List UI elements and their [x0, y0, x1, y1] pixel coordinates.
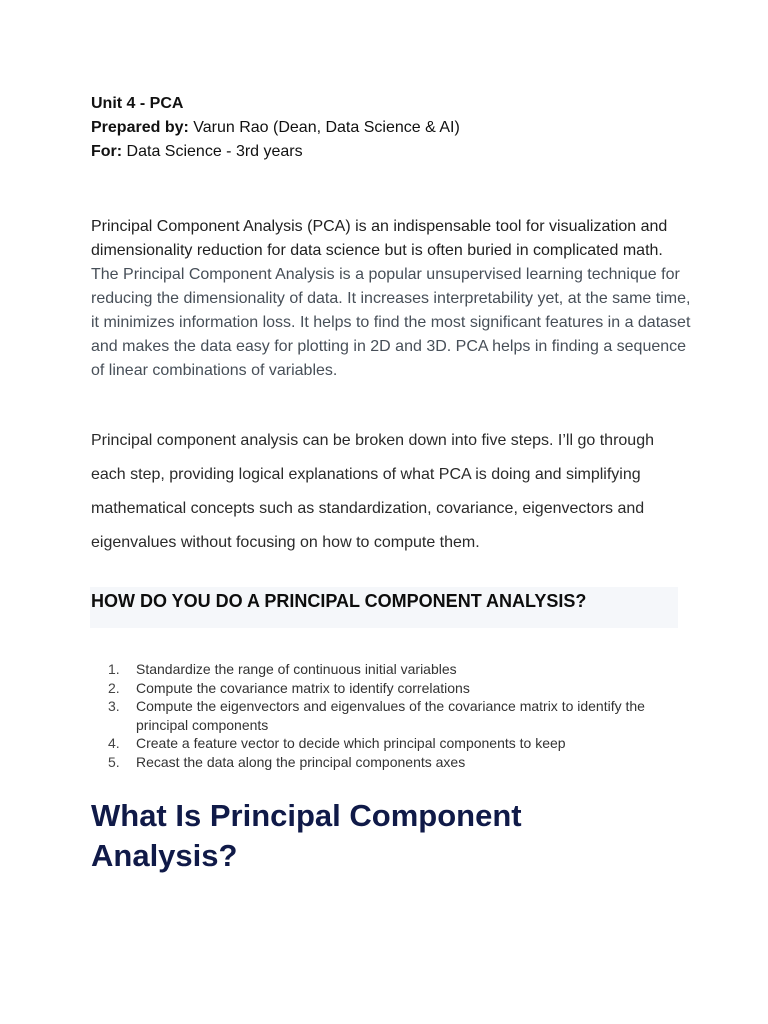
list-item-text: Recast the data along the principal components axes: [136, 753, 466, 770]
list-item-number: 3.: [108, 698, 120, 714]
intro-grey-text: The Principal Component Analysis is a popular unsupervised learning technique for reducing the dimensionality of data. It increases interpretability yet, at the same time, it minimizes information loss. It helps to find the most significant features in a dataset and makes the data easy for plotting in 2D and 3D. PCA helps in finding a sequence of linear combinations of variables.: [91, 266, 691, 379]
steps-list: [108, 660, 678, 771]
list-item: [108, 697, 678, 734]
section-heading: HOW DO YOU DO A PRINCIPAL COMPONENT ANALYSIS?: [91, 591, 587, 611]
for-value: Data Science - 3rd years: [122, 143, 303, 160]
list-item-number: 4.: [108, 735, 120, 751]
list-item-number: 2.: [108, 679, 120, 696]
for-line: [91, 140, 460, 164]
list-item: [108, 679, 678, 698]
prepared-by-value: Varun Rao (Dean, Data Science & AI): [188, 119, 460, 136]
list-item-number: 5.: [108, 753, 120, 770]
list-item-text: Create a feature vector to decide which principal components to keep: [136, 735, 566, 751]
list-item: [108, 734, 678, 753]
list-item-text: Compute the eigenvectors and eigenvalues of the covariance matrix to identify the principal components: [136, 698, 645, 733]
list-item: [108, 660, 678, 679]
list-item-text: Compute the covariance matrix to identify correlations: [136, 679, 470, 696]
prepared-by-label: Prepared by:: [91, 119, 189, 136]
for-label: For:: [91, 143, 123, 160]
intro-paragraph: [91, 215, 691, 383]
list-item-number: 1.: [108, 661, 120, 677]
document-header: [91, 92, 460, 164]
steps-intro-paragraph: Principal component analysis can be broken down into five steps. I’ll go through each step, providing logical explanations of what PCA is doing and simplifying mathematical concepts such as standardization, covariance, eigenvectors and eigenvalues without focusing on how to compute them.: [91, 432, 654, 551]
list-item: [108, 753, 678, 772]
unit-title-line: [91, 92, 460, 116]
prepared-by-line: [91, 116, 460, 140]
list-item-text: Standardize the range of continuous initial variables: [136, 661, 457, 677]
unit-title: Unit 4 - PCA: [91, 95, 184, 112]
intro-dark-text: Principal Component Analysis (PCA) is an indispensable tool for visualization and dimensionality reduction for data science but is often buried in complicated math.: [91, 218, 668, 259]
what-is-pca-heading: What Is Principal Component Analysis?: [91, 798, 522, 873]
